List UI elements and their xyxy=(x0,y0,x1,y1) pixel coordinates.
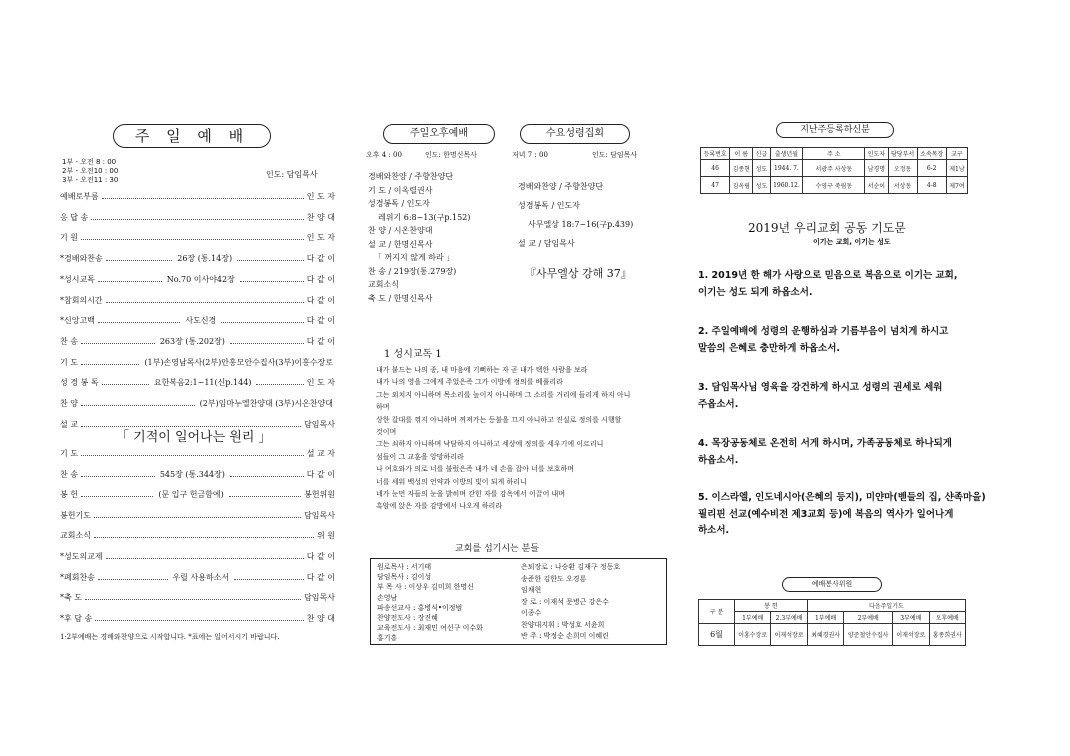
order-item-detail: 26장 (통.14장) xyxy=(177,254,233,264)
order-item-person: 인 도 자 xyxy=(306,378,335,388)
order-row xyxy=(60,252,335,264)
dotted-leader xyxy=(81,405,195,406)
order-item-label: 성 경 봉 독 xyxy=(60,378,99,388)
dotted-leader xyxy=(95,620,303,621)
order-row xyxy=(60,612,335,624)
newcomer-header-row: 등록번호 이 름 신급 출생년월 주 소 인도자 담당부서 소속목장 교구 xyxy=(701,148,968,160)
dotted-leader xyxy=(81,364,139,365)
order-row xyxy=(60,376,335,388)
order-item-label: 봉 헌 xyxy=(60,490,78,500)
dotted-leader xyxy=(106,302,304,303)
order-item-label: 설 교 xyxy=(60,419,78,429)
dotted-leader xyxy=(221,322,303,323)
staff-list-left: 원로목사 : 서기태 담임목사 : 김이성 부 목 사 : 이상우 김미희 한명신 손영남 파송선교사 : 홍병식•이정범 찬양전도사 : 장진혜 교육전도사 : 최재민 여선구 이수화 홍기흥 xyxy=(377,563,483,643)
order-item-detail: No.70 이사야42장 xyxy=(166,274,235,284)
order-row xyxy=(60,591,335,603)
order-row xyxy=(60,356,335,368)
order-item-label: 찬 양 xyxy=(60,399,78,408)
prayer-title: 2019년 우리교회 공동 기도문 xyxy=(748,221,906,235)
table-row: 47 김옥림 성도 1960.12. 수영구 죽림동 서순이 서상동 4-8 제7여 xyxy=(701,177,968,194)
staff-title: 교회를 섬기시는 분들 xyxy=(455,544,539,554)
service-committee-title: 예배봉사위원 xyxy=(782,577,882,592)
prayer-item-3: 3. 담임목사님 영육을 강건하게 하시고 성령의 권세로 세워 주옵소서. xyxy=(698,382,943,410)
order-row xyxy=(60,571,335,583)
responsive-reading-title: 1 성시교독 1 xyxy=(384,349,442,360)
wednesday-order: 경배와찬양 / 주향찬양단 성경봉독 / 인도자 사무엘상 18:7~16(구p.439) 설 교 / 담임목사 xyxy=(518,182,634,248)
order-item-person: 봉헌위원 xyxy=(304,490,336,500)
worship-leader: 인도: 담임목사 xyxy=(266,170,318,179)
sermon-title: 「 기적이 일어나는 원리 」 xyxy=(116,430,272,445)
order-row xyxy=(60,447,335,459)
order-row xyxy=(60,190,335,202)
order-item-person: 다 같 이 xyxy=(306,254,336,264)
order-item-label: 기 도 xyxy=(60,449,78,458)
order-row xyxy=(60,231,335,243)
prayer-item-5: 5. 이스라엘, 인도네시아(은혜의 등지), 미얀마(벧들의 집, 샨족마을) 필리핀 선교(예수비전 제3교회 등)에 복음의 역사가 일어나게 하소서. xyxy=(698,492,986,537)
wednesday-time: 저녁 7 : 00 xyxy=(512,151,548,159)
dotted-leader xyxy=(81,496,153,497)
dotted-leader xyxy=(94,537,314,538)
order-item-detail: 263장 (통.202장) xyxy=(159,336,225,346)
order-item-detail: 545장 (통.344장) xyxy=(159,469,225,479)
afternoon-service-title: 주일오후예배 xyxy=(383,124,495,144)
order-item-person: 담임목사 xyxy=(304,510,335,520)
order-row xyxy=(60,529,335,541)
order-item-label: 기 원 xyxy=(60,233,78,243)
dotted-leader xyxy=(102,198,304,199)
order-item-label: *후 담 송 xyxy=(60,613,93,623)
service-committee-table: 구 분 봉 헌 다음주일기도 1부예배 2.3부예배 1부예배 2부예배 3부예배 오후예배 6월 이홍수장로 이재석장로 최혜경권사 양준철안수집사 이재석장로 홍종희권사 xyxy=(698,599,966,646)
dotted-leader xyxy=(234,579,304,580)
sunday-worship-title: 주 일 예 배 xyxy=(113,124,271,148)
table-row: 46 김종현 성도 1944. 7. 서광주 사상동 남경명 오정동 6-2 제1남 xyxy=(701,160,968,177)
order-row xyxy=(60,211,335,223)
dotted-leader xyxy=(102,384,149,385)
order-row xyxy=(60,335,335,347)
order-item-label: *참회의시간 xyxy=(60,295,103,305)
order-item-label: *축 도 xyxy=(60,593,82,603)
order-row xyxy=(60,397,335,409)
dotted-leader xyxy=(98,579,168,580)
order-item-person: 다 같 이 xyxy=(306,336,335,346)
order-item-detail: 사도신경 xyxy=(185,316,217,326)
dotted-leader xyxy=(237,260,304,261)
order-item-label: 예배로부름 xyxy=(60,192,99,201)
dotted-leader xyxy=(230,476,304,477)
dotted-leader xyxy=(230,343,304,344)
order-item-detail: (2부)임마누엘찬양대 (3부)시온찬양대 xyxy=(199,399,333,408)
order-item-person: 담임목사 xyxy=(304,593,335,603)
dotted-leader xyxy=(256,384,303,385)
dotted-leader xyxy=(106,558,304,559)
order-item-detail: (1부)손영남목사(2부)안홍모안수집사(3부)이홍수장로 xyxy=(144,357,333,367)
wednesday-service-title: 수요성령집회 xyxy=(520,124,630,144)
staff-list-right: 은퇴장로 : 나승환 김재구 정동호 송준한 김한도 오경룡 임채현 장 로 : 이재석 문병근 강은수 이종수 찬양대지휘 : 박성호 서윤희 반 주 : 박정순 손희미 이혜린 xyxy=(521,563,621,640)
order-item-label: 찬 송 xyxy=(60,469,78,479)
order-item-label: *폐회찬송 xyxy=(60,572,95,582)
dotted-leader xyxy=(98,322,180,323)
footnote: 1·2부예배는 경배와찬양으로 시작합니다. *표에는 일어서시기 바랍니다. xyxy=(60,633,280,641)
order-item-label: *성시교독 xyxy=(60,274,95,284)
order-item-person: 다 같 이 xyxy=(306,316,335,326)
order-item-label: 응 답 송 xyxy=(60,212,89,222)
responsive-reading-text: 내가 붙드는 나의 종, 내 마음에 기뻐하는 자 곧 내가 택한 사람을 보라 내가 나의 영을 그에게 주었은즉 그가 이방에 정의를 베풀리라 그는 외치지 아니하며 목소리를 높이지 아니하며 그 소리를 거리에 들리게 하지 아니 하며 상한 갈대를 꺾지 아니하며 꺼져가는 등불을 끄지 아니하고 진실로 정의를 시행할 것이며 그는 쇠하지 아니하며 낙담하지 아니하고 세상에 정의를 세우기에 이르리니 섬들이 그 교훈을 앙망하리라 나 여호와가 의로 너를 불렀은즉 내가 네 손을 잡아 너를 보호하며 너를 세워 백성의 언약과 이방의 빛이 되게 하리니 네가 눈먼 자들의 눈을 밝히며 갇힌 자를 감옥에서 이끌어 내며 흑암에 앉은 자를 감방에서 나오게 하리라 xyxy=(376,366,631,511)
order-item-label: 봉헌기도 xyxy=(60,510,91,520)
dotted-leader xyxy=(81,476,155,477)
order-item-person: 인 도 자 xyxy=(306,233,335,243)
order-item-label: *신앙고백 xyxy=(60,316,95,326)
order-row xyxy=(60,509,335,521)
staff-box xyxy=(370,558,667,645)
afternoon-order: 경배와찬양 / 주향찬양단 기 도 / 이옥렬권사 성경봉독 / 인도자 레위기 6:8~13(구p.152) 찬 양 / 시온찬양대 설 교 / 한명신목사 「 꺼지지 않게 하라 」 찬 송 / 219장(통.279장) 교회소식 축 도 / 한명신목사 xyxy=(368,172,471,303)
order-item-label: 찬 송 xyxy=(60,336,78,346)
dotted-leader xyxy=(81,455,304,456)
wednesday-lead: 인도: 담임목사 xyxy=(592,151,638,159)
afternoon-time: 오후 4 : 00 xyxy=(366,151,402,159)
order-item-detail: 요한복음2:1~11(신p.144) xyxy=(153,378,252,388)
order-row xyxy=(60,273,335,285)
prayer-item-4: 4. 목장공동체로 온전히 서게 하시며, 가족공동체로 하나되게 하옵소서. xyxy=(698,438,952,466)
wednesday-series: 『사무엘상 강해 37』 xyxy=(525,267,632,280)
order-item-person: 다 같 이 xyxy=(306,572,335,582)
table-row: 6월 이홍수장로 이재석장로 최혜경권사 양준철안수집사 이재석장로 홍종희권사 xyxy=(699,624,966,646)
dotted-leader xyxy=(229,496,301,497)
service-times: 1부 - 오전 8 : 00 2부 - 오전10 : 00 3부 - 오전11 : 30 xyxy=(62,158,119,184)
order-item-label: *성도의교제 xyxy=(60,552,103,561)
order-item-detail: (문 입구 헌금함에) xyxy=(158,490,224,500)
newcomer-table xyxy=(700,147,968,194)
dotted-leader xyxy=(85,599,301,600)
order-item-person: 담임목사 xyxy=(304,419,335,429)
order-item-person: 설 교 자 xyxy=(306,449,335,458)
order-row xyxy=(60,550,335,562)
order-item-person: 다 같 이 xyxy=(306,552,335,561)
order-row xyxy=(60,488,335,500)
order-item-person: 다 같 이 xyxy=(306,469,335,479)
order-row xyxy=(60,294,335,306)
order-item-label: 기 도 xyxy=(60,357,78,367)
order-item-label: 교회소식 xyxy=(60,531,91,541)
order-item-detail: 우릴 사용하소서 xyxy=(172,572,230,582)
order-item-label: *경배와찬송 xyxy=(60,254,103,264)
dotted-leader xyxy=(94,517,301,518)
order-row xyxy=(60,314,335,326)
prayer-item-2: 2. 주일예배에 성령의 운행하심과 기름부음이 넘치게 하시고 말씀의 은혜로 충만하게 하옵소서. xyxy=(698,326,949,354)
dotted-leader xyxy=(98,281,162,282)
dotted-leader xyxy=(106,260,173,261)
order-row xyxy=(60,468,335,480)
prayer-subtitle: 이기는 교회, 이기는 성도 xyxy=(813,238,891,246)
order-item-person: 찬 양 대 xyxy=(306,613,335,623)
afternoon-lead: 인도: 한명신목사 xyxy=(425,151,477,159)
dotted-leader xyxy=(240,281,304,282)
order-item-person: 위 원 xyxy=(317,531,335,541)
newcomer-title: 지난주등록하신분 xyxy=(776,122,894,138)
order-item-person: 인 도 자 xyxy=(306,192,335,201)
order-item-person: 찬 양 대 xyxy=(306,212,335,222)
dotted-leader xyxy=(81,343,155,344)
prayer-item-1: 1. 2019년 한 해가 사랑으로 믿음으로 복음으로 이기는 교회, 이기는 성도 되게 하옵소서. xyxy=(698,270,958,298)
dotted-leader xyxy=(91,219,303,220)
order-item-person: 다 같 이 xyxy=(306,274,335,284)
order-item-person: 다 같 이 xyxy=(306,295,335,305)
dotted-leader xyxy=(81,239,304,240)
